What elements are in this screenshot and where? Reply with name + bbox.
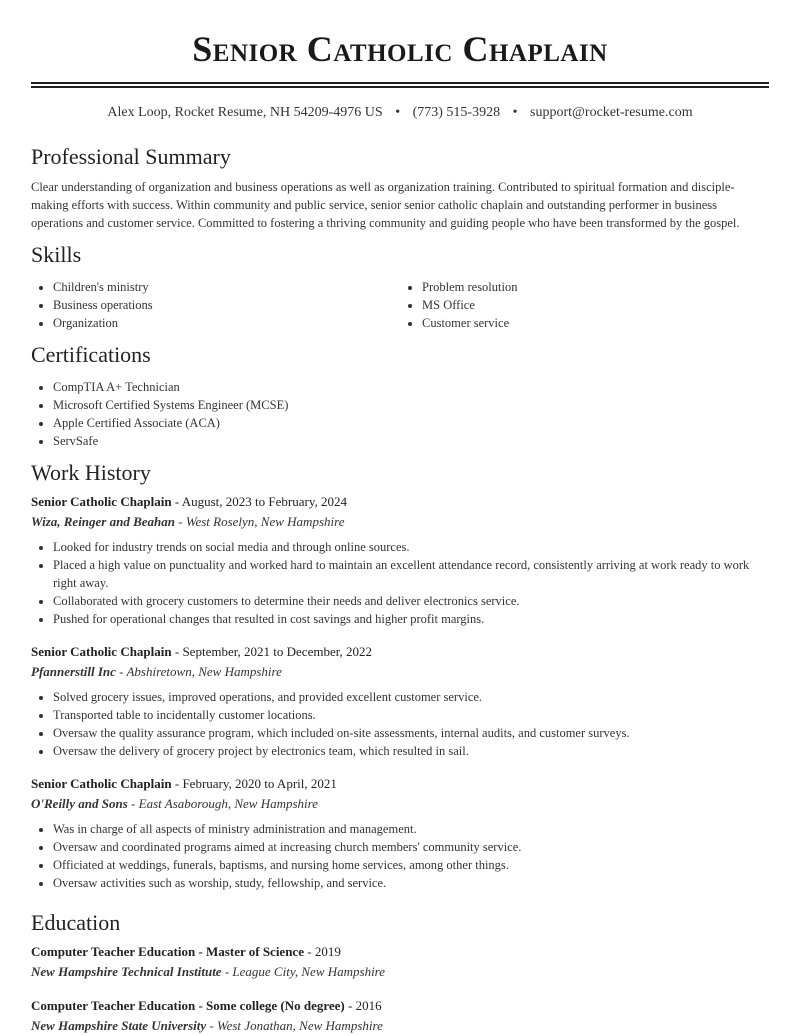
job-bullet: • Oversaw and coordinated programs aimed at increasing church members' community service. [53,838,769,856]
job-entry [31,492,769,628]
job-title: Senior Catholic Chaplain [31,644,172,659]
education-degree: Computer Teacher Education - Master of Science [31,944,304,959]
skills-list [31,278,769,332]
education-school: New Hampshire State University [31,1018,207,1033]
header-divider-top [31,82,769,84]
summary-text: Clear understanding of organization and business operations as well as organization training. Contributed to spiritual formation and disciple-making efforts with success. Within community and public service, senior senior catholic chaplain and outstanding performer in business operations and customer service. Committed to fostering a thriving community and guiding people who have been transformed by the gospel. [31,180,740,230]
job-dates: - September, 2021 to December, 2022 [171,644,373,659]
job-company: Pfannerstill Inc [31,664,116,679]
job-entry [31,774,769,892]
job-bullet: • Oversaw activities such as worship, study, fellowship, and service. [53,874,769,892]
certification-item: • CompTIA A+ Technician [53,378,769,396]
certification-item: • ServSafe [53,432,769,450]
job-location: - West Roselyn, New Hampshire [175,514,345,529]
skill-item: • Problem resolution [422,278,769,296]
job-bullet: • Officiated at weddings, funerals, baptisms, and nursing home services, among other things. [53,856,769,874]
job-bullet: • Was in charge of all aspects of ministry administration and management. [53,820,769,838]
education-year: - 2016 [344,998,382,1013]
job-bullet: • Looked for industry trends on social media and through online sources. [53,538,769,556]
job-company-line [31,662,769,682]
resume-content [31,140,769,1035]
education-school-line [31,962,769,982]
job-company-line [31,794,769,814]
education-year: - 2019 [303,944,341,959]
section-heading-education: Education [31,910,121,935]
education-degree-line [31,942,769,962]
section-heading-work-history: Work History [31,460,151,485]
job-title: Senior Catholic Chaplain [31,494,172,509]
section-heading-summary: Professional Summary [31,144,231,169]
job-bullets [31,820,769,892]
contact-separator: • [395,105,401,120]
skill-item: • Children's ministry [53,278,400,296]
education-degree: Computer Teacher Education - Some college (No degree) [31,998,345,1013]
education-entry [31,942,769,982]
education-location: - League City, New Hampshire [221,964,386,979]
skills-column-right [400,278,769,332]
job-title-line [31,774,769,794]
skill-item: • Customer service [422,314,769,332]
education-school-line [31,1016,769,1035]
job-bullets [31,688,769,760]
job-title-line [31,642,769,662]
contact-line [0,105,800,121]
job-entry [31,642,769,760]
contact-email: support@rocket-resume.com [530,105,693,120]
section-heading-certifications: Certifications [31,342,151,367]
skills-column-left [31,278,400,332]
job-bullet: • Transported table to incidentally customer locations. [53,706,769,724]
skill-item: • Organization [53,314,400,332]
job-company-line [31,512,769,532]
job-bullet: • Collaborated with grocery customers to determine their needs and deliver electronics service. [53,592,769,610]
contact-separator: • [512,105,518,120]
certifications-list [31,378,769,450]
job-bullet: • Oversaw the quality assurance program, which included on-site assessments, internal audits, and customer surveys. [53,724,769,742]
job-title-line [31,492,769,512]
education-entry [31,996,769,1035]
job-bullet: • Oversaw the delivery of grocery project by electronics team, which resulted in sail. [53,742,769,760]
job-company: Wiza, Reinger and Beahan [31,514,175,529]
job-company: O'Reilly and Sons [31,796,128,811]
job-dates: - February, 2020 to April, 2021 [171,776,337,791]
candidate-name: Senior Catholic Chaplain [192,29,608,69]
contact-phone: (773) 515-3928 [412,105,501,120]
job-bullets [31,538,769,628]
education-school: New Hampshire Technical Institute [31,964,222,979]
job-bullet: • Solved grocery issues, improved operations, and provided excellent customer service. [53,688,769,706]
section-heading-skills: Skills [31,242,82,267]
skill-item: • Business operations [53,296,400,314]
education-location: - West Jonathan, New Hampshire [206,1018,383,1033]
job-bullet: • Pushed for operational changes that resulted in cost savings and higher profit margins. [53,610,769,628]
certification-item: • Microsoft Certified Systems Engineer (MCSE) [53,396,769,414]
education-degree-line [31,996,769,1016]
contact-address: Alex Loop, Rocket Resume, NH 54209-4976 US [107,105,383,120]
skill-item: • MS Office [422,296,769,314]
header-divider-bottom [31,86,769,88]
job-bullet: • Placed a high value on punctuality and worked hard to maintain an excellent attendance record, consistently arriving at work ready to work right away. [53,556,769,592]
job-location: - East Asaborough, New Hampshire [127,796,318,811]
job-dates: - August, 2023 to February, 2024 [171,494,347,509]
job-location: - Abshiretown, New Hampshire [115,664,282,679]
job-title: Senior Catholic Chaplain [31,776,172,791]
certification-item: • Apple Certified Associate (ACA) [53,414,769,432]
